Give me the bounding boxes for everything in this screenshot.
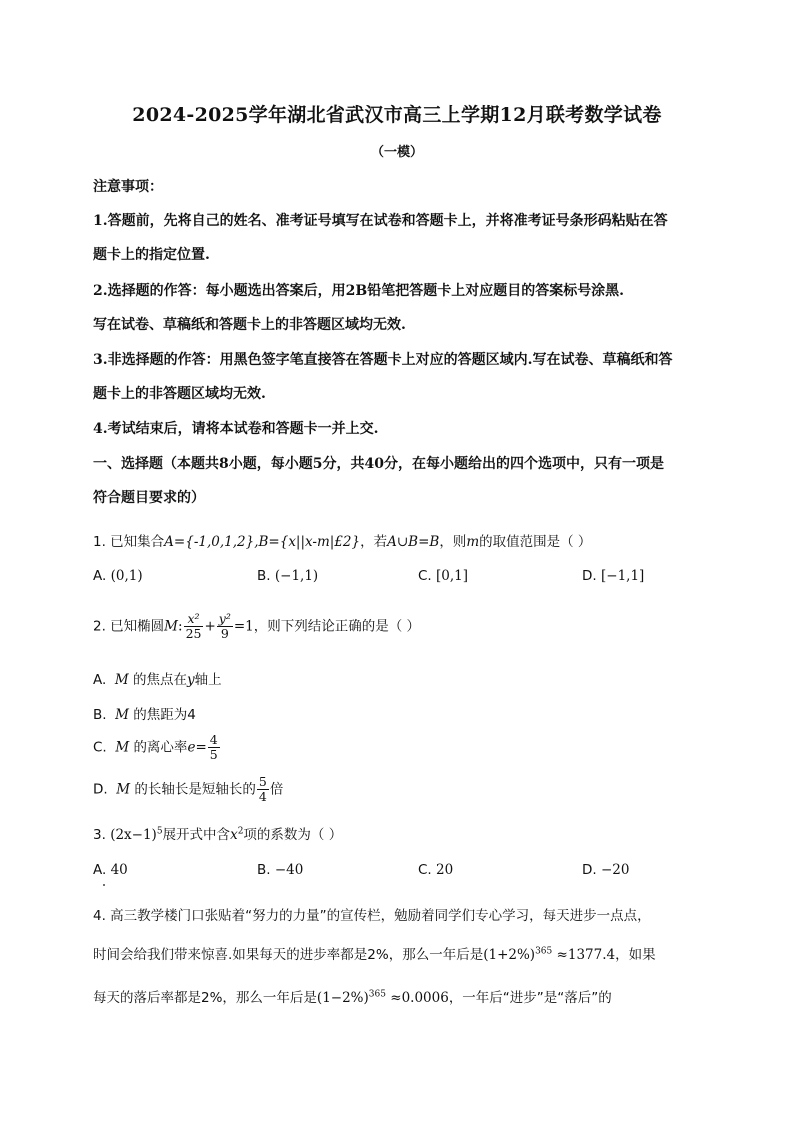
q1-prefix: 1. 已知集合 bbox=[93, 534, 165, 550]
section-1-heading-line-2: 符合题目要求的） bbox=[93, 490, 205, 506]
notice-item-2-line-2: 写在试卷、草稿纸和答题卡上的非答题区域均无效. bbox=[93, 317, 406, 333]
question-1 bbox=[93, 530, 708, 550]
page-title: 2024-2025学年湖北省武汉市高三上学期12月联考数学试卷 bbox=[132, 104, 662, 126]
notice-item-1-line-2: 题卡上的指定位置. bbox=[93, 247, 210, 263]
stray-dot bbox=[103, 884, 105, 886]
q3-option-c: C. 20 bbox=[418, 862, 454, 878]
q1-option-c: C. [0,1] bbox=[418, 568, 469, 584]
q3-option-b: B. −40 bbox=[257, 862, 304, 878]
q1-condition: ，若 bbox=[360, 534, 388, 550]
notice-item-1-line-1: 1.答题前，先将自己的姓名、准考证号填写在试卷和答题卡上，并将准考证号条形码粘贴在答 bbox=[93, 213, 668, 229]
question-2: 2. 已知椭圆M: $\frac{\text{x²}}{25}$ + $\frac{\text{y²}}{9}$ =1，则下列结论正确的是（ ） bbox=[93, 611, 421, 641]
q2-option-a: A. M 的焦点在y轴上 bbox=[93, 672, 222, 688]
q3-option-a: A. 40 bbox=[93, 862, 128, 878]
q2-d-fraction: $\frac{5}{4}$ bbox=[258, 774, 267, 804]
q1-set-b: ,B={x||x-m|£2} bbox=[254, 534, 361, 550]
question-4-line-3: 每天的落后率都是2%，那么一年后是$(1-2\%)^{365} \approx 0.0006$，一年后“进步”是“落后”的 bbox=[93, 989, 612, 1006]
notice-item-3-line-2: 题卡上的非答题区域均无效. bbox=[93, 386, 266, 402]
q2-fraction-x: $\frac{\text{x²}}{25}$ bbox=[185, 611, 202, 641]
notice-item-3-line-1: 3.非选择题的作答：用黑色签字笔直接答在答题卡上对应的答题区域内.写在试卷、草稿纸和答 bbox=[93, 352, 673, 368]
notice-heading: 注意事项： bbox=[93, 179, 163, 195]
q1-suffix: 的取值范围是（ ） bbox=[479, 534, 592, 550]
q2-option-b: B. M 的焦距为4 bbox=[93, 707, 196, 723]
question-3: 3. $(2x-1)^5$展开式中含$x^2$项的系数为（ ） bbox=[93, 826, 343, 843]
q1-option-b: B. (−1,1) bbox=[257, 568, 319, 584]
q1-union: A∪B=B bbox=[387, 534, 440, 550]
q2-c-fraction: $\frac{4}{5}$ bbox=[209, 732, 218, 762]
q2-fraction-y: $\frac{\text{y²}}{9}$ bbox=[218, 611, 231, 641]
q1-set-a: A={-1,0,1,2} bbox=[164, 534, 255, 550]
q2-option-c: C. M 的离心率e= $\frac{4}{5}$ bbox=[93, 732, 218, 762]
notice-item-4: 4.考试结束后，请将本试卷和答题卡一并上交. bbox=[93, 421, 379, 437]
page-subtitle: （一模） bbox=[370, 145, 423, 160]
question-4-line-2: 时间会给我们带来惊喜.如果每天的进步率都是2%，那么一年后是$(1+2\%)^{365} \approx 1377.4$，如果 bbox=[93, 946, 656, 963]
q3-option-d: D. −20 bbox=[582, 862, 630, 878]
q1-option-d: D. [−1,1] bbox=[582, 568, 645, 584]
q2-option-d: D. M 的长轴长是短轴长的 $\frac{5}{4}$ 倍 bbox=[93, 774, 284, 804]
section-1-heading-line-1: 一、选择题（本题共8小题，每小题5分，共40分，在每小题给出的四个选项中，只有一项是 bbox=[93, 456, 664, 472]
q1-m: m bbox=[466, 534, 480, 550]
q1-ask: ，则 bbox=[439, 534, 467, 550]
notice-item-2-line-1: 2.选择题的作答：每小题选出答案后，用2B铅笔把答题卡上对应题目的答案标号涂黑. bbox=[93, 283, 625, 299]
question-4-line-1: 4. 高三教学楼门口张贴着“努力的力量”的宣传栏，勉励着同学们专心学习，每天进步一点点， bbox=[93, 908, 651, 924]
q1-option-a: A. (0,1) bbox=[93, 568, 143, 584]
